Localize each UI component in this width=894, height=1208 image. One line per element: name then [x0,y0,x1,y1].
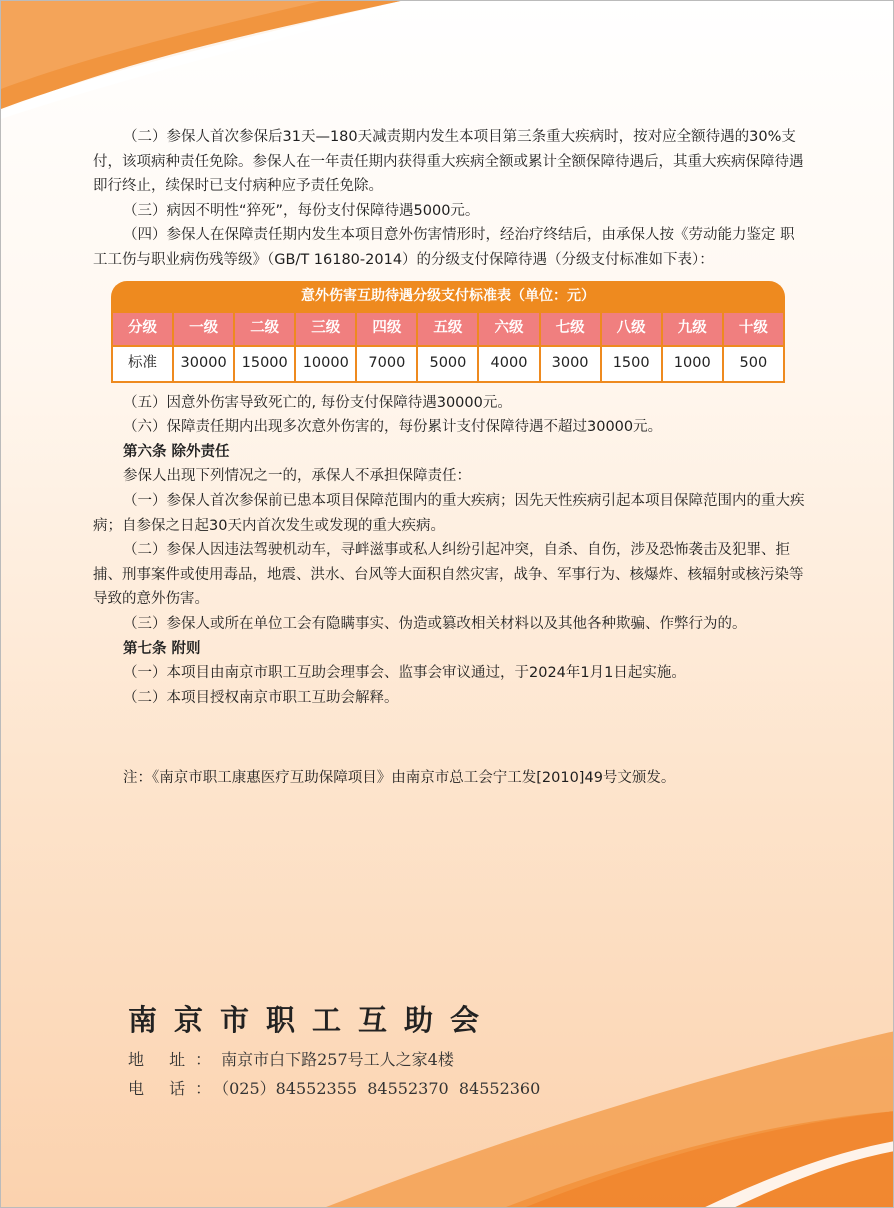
table-cell: 10000 [295,346,356,382]
table-cell: 3000 [540,346,601,382]
grade-table-block [111,281,785,383]
table-cell: 4000 [478,346,539,382]
phone-value: （025）84552355 84552370 84552360 [221,1079,541,1098]
paragraph: （三）参保人或所在单位工会有隐瞒事实、伪造或篡改相关材料以及其他各种欺骗、作弊行为的。 [123,615,747,632]
table-header-cell: 四级 [356,312,417,346]
table-cell: 1000 [662,346,723,382]
table-header-cell: 一级 [173,312,234,346]
table-cell: 30000 [173,346,234,382]
paragraph: （二）参保人因违法驾驶机动车，寻衅滋事或私人纠纷引起冲突，自杀、自伤，涉及恐怖袭击及犯罪、拒捕、刑事案件或使用毒品，地震、洪水、台风等大面积自然灾害，战争、军事行为、核爆炸、核辐射或核污染等导致的意外伤害。 [93,542,804,608]
organization-name: 南京市职工互助会 [128,1003,497,1037]
table-header-cell: 三级 [295,312,356,346]
table-title: 意外伤害互助待遇分级支付标准表（单位：元） [111,281,785,311]
paragraph: （一）参保人首次参保前已患本项目保障范围内的重大疾病；因先天性疾病引起本项目保障范围内的重大疾病；自参保之日起30天内首次发生或发现的重大疾病。 [93,492,805,534]
table-row [112,346,784,382]
paragraph: （三）病因不明性“猝死”，每份支付保障待遇5000元。 [123,202,480,219]
table-cell: 15000 [234,346,295,382]
paragraph: （五）因意外伤害导致死亡的, 每份支付保障待遇30000元。 [123,394,512,411]
table-header-cell: 分级 [112,312,173,346]
table-cell: 标准 [112,346,173,382]
table-cell: 500 [723,346,784,382]
phone-line [128,1076,540,1099]
paragraph: （二）参保人首次参保后31天—180天减责期内发生本项目第三条重大疾病时，按对应全额待遇的30%支付，该项病种责任免除。参保人在一年责任期内获得重大疾病全额或累计全额保障待遇后，其重大疾病保障待遇即行终止，续保时已支付病种应予责任免除。 [93,129,804,195]
table-cell: 7000 [356,346,417,382]
address-line [128,1047,454,1070]
paragraph: （二）本项目授权南京市职工互助会解释。 [123,689,399,706]
paragraph: （四）参保人在保障责任期内发生本项目意外伤害情形时，经治疗终结后，由承保人按《劳动能力鉴定 职工工伤与职业病伤残等级》（GB/T 16180-2014）的分级支付保障待遇（分级支付标准如下表）： [93,227,795,268]
grade-payment-table [111,311,785,383]
table-cell: 1500 [601,346,662,382]
body-text [93,125,805,710]
address-value: 南京市白下路257号工人之家4楼 [221,1050,454,1069]
table-header-cell: 八级 [601,312,662,346]
article6-heading: 第六条 除外责任 [123,443,230,460]
table-cell: 5000 [417,346,478,382]
table-header-row [112,312,784,346]
table-header-cell: 七级 [540,312,601,346]
table-header-cell: 六级 [478,312,539,346]
table-header-cell: 五级 [417,312,478,346]
paragraph: 参保人出现下列情况之一的，承保人不承担保障责任： [123,468,471,485]
article7-heading: 第七条 附则 [123,640,201,657]
footnote: 注：《南京市职工康惠医疗互助保障项目》由南京市总工会宁工发[2010]49号文颁发。 [123,770,676,786]
paragraph: （六）保障责任期内出现多次意外伤害的，每份累计支付保障待遇不超过30000元。 [123,419,663,436]
table-header-cell: 九级 [662,312,723,346]
phone-label: 电 话： [128,1079,222,1098]
table-header-cell: 二级 [234,312,295,346]
address-label: 地 址： [128,1050,222,1069]
paragraph: （一）本项目由南京市职工互助会理事会、监事会审议通过，于2024年1月1日起实施。 [123,665,686,682]
table-header-cell: 十级 [723,312,784,346]
